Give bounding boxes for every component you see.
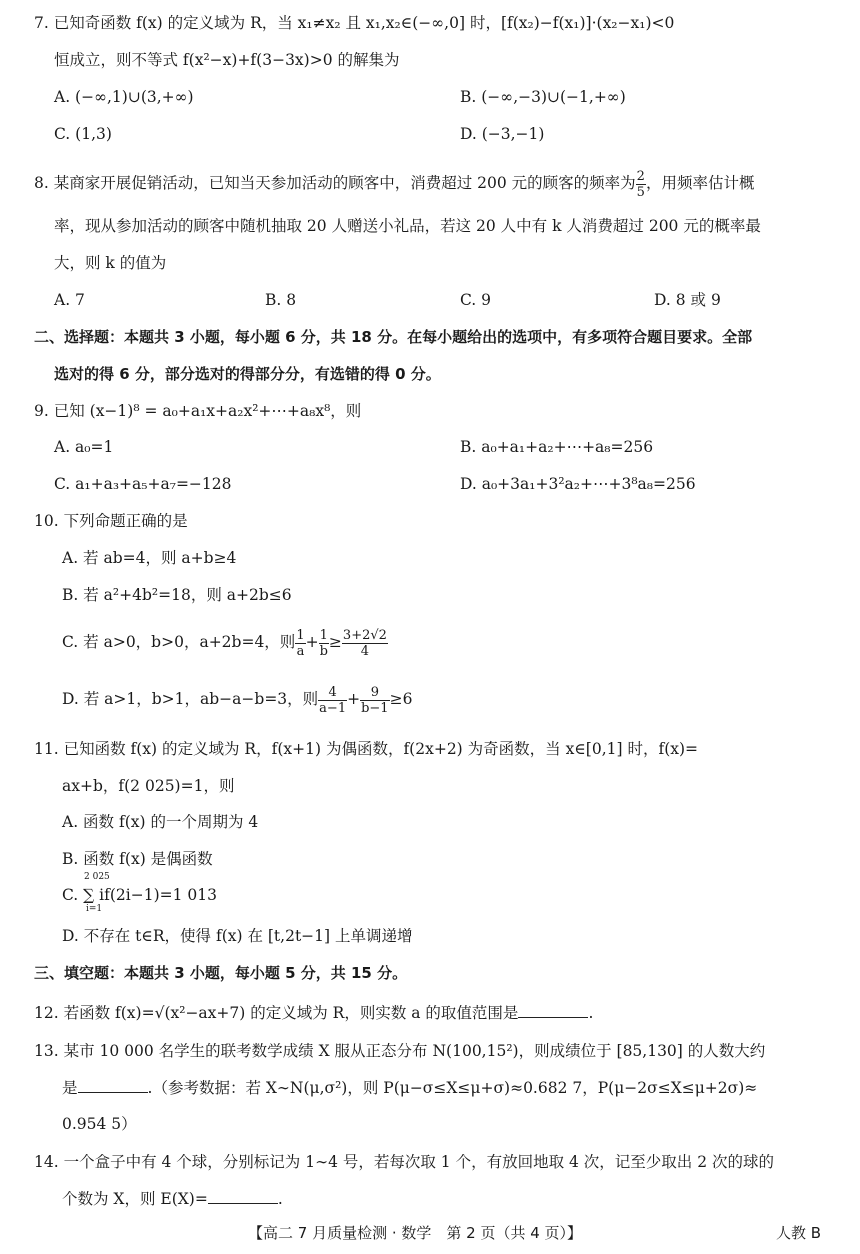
q11-stem-line2: ax+b，f(2 025)=1，则 — [62, 777, 235, 795]
q14-text-post: . — [277, 1190, 283, 1208]
q8-stem-line1 — [34, 165, 754, 201]
q11-c-sum-upper: 2 025 — [84, 872, 110, 882]
q8-option-c: C. 9 — [460, 291, 492, 309]
q8-option-a: A. 7 — [54, 291, 85, 309]
q11-option-b: B. 函数 f(x) 是偶函数 — [62, 850, 213, 868]
q11-option-c — [62, 872, 217, 914]
q13-stem-line3: 0.954 5） — [62, 1115, 137, 1133]
q13-text-pre: 是 — [62, 1079, 78, 1097]
q10-c-frac2-den: b — [319, 643, 328, 659]
q12-end: . — [588, 1004, 594, 1022]
q10-d-frac2-num: 9 — [360, 685, 390, 701]
q13-answer-blank[interactable] — [78, 1078, 148, 1093]
q10-c-frac3 — [342, 628, 388, 659]
q10-c-frac1 — [295, 628, 305, 659]
q10-d-plus: + — [347, 690, 361, 708]
q10-option-d — [62, 679, 412, 719]
q8-stem-text: 8. 某商家开展促销活动，已知当天参加活动的顾客中，消费超过 200 元的顾客的频率为 — [34, 174, 636, 192]
q7-stem-line2: 恒成立，则不等式 f(x²−x)+f(3−3x)>0 的解集为 — [54, 51, 400, 69]
q7-option-a: A. (−∞,1)∪(3,+∞) — [54, 88, 194, 106]
page-footer-edition: 人教 B — [776, 1224, 822, 1242]
q7-option-c: C. (1,3) — [54, 125, 112, 143]
q9-option-c: C. a₁+a₃+a₅+a₇=−128 — [54, 475, 232, 493]
q11-option-a: A. 函数 f(x) 的一个周期为 4 — [62, 813, 259, 831]
q10-option-a: A. 若 ab=4，则 a+b≥4 — [62, 549, 237, 567]
q11-option-d: D. 不存在 t∈R，使得 f(x) 在 [t,2t−1] 上单调递增 — [62, 927, 413, 945]
q8-fraction — [636, 169, 646, 200]
q10-d-frac1 — [318, 685, 347, 716]
q13-stem-line1: 13. 某市 10 000 名学生的联考数学成绩 X 服从正态分布 N(100,15²)，则成绩位于 [85,130] 的人数大约 — [34, 1042, 766, 1060]
q10-c-text: C. 若 a>0，b>0，a+2b=4，则 — [62, 633, 296, 651]
q12-answer-blank[interactable] — [518, 1003, 588, 1018]
q7-option-d: D. (−3,−1) — [460, 125, 545, 143]
q13-text-post: .（参考数据：若 X∼N(μ,σ²)，则 P(μ−σ≤X≤μ+σ)≈0.682 7，P(μ−2σ≤X≤μ+2σ)≈ — [147, 1079, 758, 1097]
q11-c-sum-lower: i=1 — [86, 904, 103, 914]
q11-c-expr: if(2i−1)=1 013 — [99, 886, 217, 904]
q10-d-text: D. 若 a>1，b>1，ab−a−b=3，则 — [62, 690, 319, 708]
q9-option-a: A. a₀=1 — [54, 438, 114, 456]
q12-stem — [34, 1002, 593, 1024]
q10-c-frac3-den: 4 — [360, 643, 370, 659]
section3-heading: 三、填空题：本题共 3 小题，每小题 5 分，共 15 分。 — [34, 964, 408, 982]
q10-c-frac1-den: a — [296, 643, 305, 659]
q10-d-frac2-den: b−1 — [361, 700, 389, 716]
q10-d-frac1-num: 4 — [318, 685, 347, 701]
q8-frac-num: 2 — [636, 168, 645, 184]
q8-stem-line2: 率，现从参加活动的顾客中随机抽取 20 人赠送小礼品，若这 20 人中有 k 人消费超过 200 元的概率最 — [54, 217, 761, 235]
q9-stem: 9. 已知 (x−1)⁸ = a₀+a₁x+a₂x²+⋯+a₈x⁸，则 — [34, 402, 362, 420]
q10-option-c — [62, 622, 388, 662]
q11-stem-line1: 11. 已知函数 f(x) 的定义域为 R，f(x+1) 为偶函数，f(2x+2) 为奇函数，当 x∈[0,1] 时，f(x)= — [34, 740, 699, 758]
q7-option-b: B. (−∞,−3)∪(−1,+∞) — [460, 88, 626, 106]
section2-heading-line1: 二、选择题：本题共 3 小题，每小题 6 分，共 18 分。在每小题给出的选项中，有多项符合题目要求。全部 — [34, 328, 753, 346]
q8-stem-line3: 大，则 k 的值为 — [54, 254, 167, 272]
q10-c-frac2-num: 1 — [319, 627, 328, 643]
q10-c-plus: + — [305, 633, 319, 651]
q10-d-frac2 — [360, 685, 390, 716]
page-footer-title: 【高二 7 月质量检测 · 数学 第 2 页（共 4 页）】 — [248, 1224, 583, 1242]
q14-stem-line2 — [62, 1188, 283, 1210]
q9-option-b: B. a₀+a₁+a₂+⋯+a₈=256 — [460, 438, 654, 456]
q13-stem-line2 — [62, 1077, 757, 1099]
q14-answer-blank[interactable] — [208, 1189, 278, 1204]
q8-stem-text-post: ，用频率估计概 — [645, 174, 755, 192]
q10-c-frac3-num: 3+2√2 — [342, 627, 387, 643]
q8-frac-den: 5 — [636, 184, 645, 200]
q10-c-ge: ≥ — [328, 633, 342, 651]
q10-stem: 10. 下列命题正确的是 — [34, 512, 188, 530]
q10-d-post: ≥6 — [389, 690, 413, 708]
q10-d-frac1-den: a−1 — [319, 700, 347, 716]
section2-heading-line2: 选对的得 6 分，部分选对的得部分分，有选错的得 0 分。 — [54, 365, 441, 383]
q12-text: 12. 若函数 f(x)=√(x²−ax+7) 的定义域为 R，则实数 a 的取值范围是 — [34, 1004, 519, 1022]
q14-text-pre: 个数为 X，则 E(X)= — [62, 1190, 208, 1208]
q14-stem-line1: 14. 一个盒子中有 4 个球，分别标记为 1∼4 号，若每次取 1 个，有放回地取 4 次，记至少取出 2 次的球的 — [34, 1153, 775, 1171]
q11-c-text: C. ∑ — [62, 886, 95, 904]
q10-option-b: B. 若 a²+4b²=18，则 a+2b≤6 — [62, 586, 292, 604]
q7-stem-line1: 7. 已知奇函数 f(x) 的定义域为 R，当 x₁≠x₂ 且 x₁,x₂∈(−∞,0] 时，[f(x₂)−f(x₁)]·(x₂−x₁)<0 — [34, 14, 675, 32]
q10-c-frac1-num: 1 — [296, 627, 305, 643]
q8-option-d: D. 8 或 9 — [654, 291, 721, 309]
q8-option-b: B. 8 — [265, 291, 297, 309]
q10-c-frac2 — [319, 628, 329, 659]
q9-option-d: D. a₀+3a₁+3²a₂+⋯+3⁸a₈=256 — [460, 475, 696, 493]
